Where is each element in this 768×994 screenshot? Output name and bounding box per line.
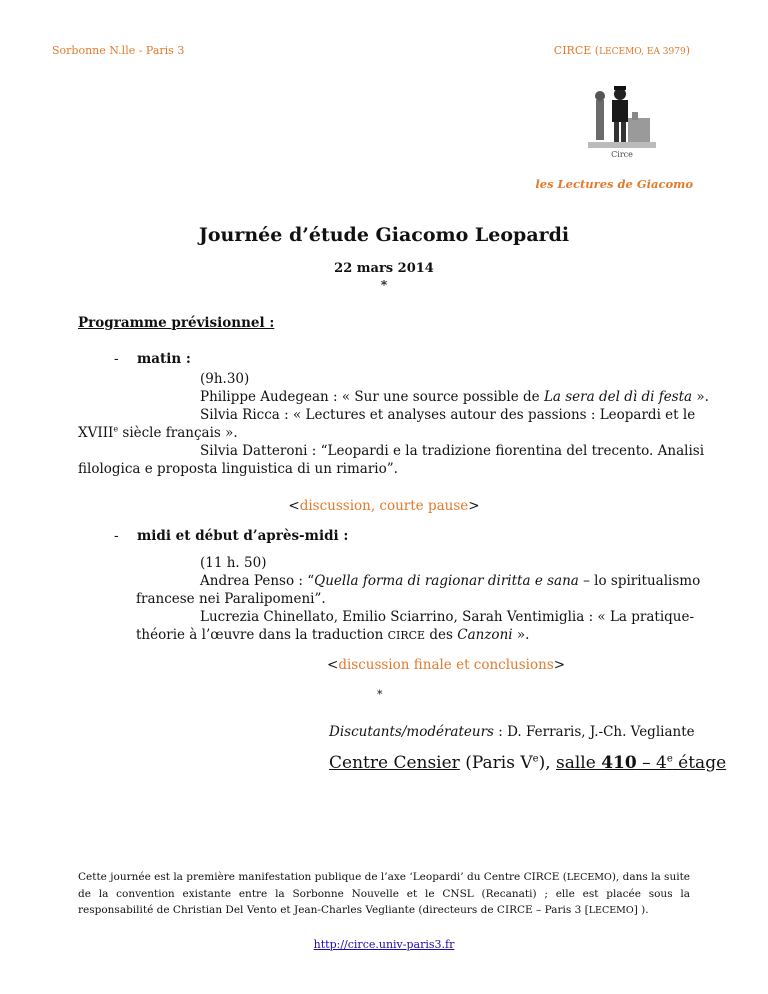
header-right: CIRCE (LECEMO, EA 3979) bbox=[553, 44, 690, 57]
midday-label: midi et début d’après-midi : bbox=[137, 528, 349, 544]
midday-talk-2-line-2: théorie à l’œuvre dans la traduction CIRCE des Canzoni ». bbox=[136, 627, 530, 643]
discutants-line: Discutants/modérateurs : D. Ferraris, J.-Ch. Vegliante bbox=[329, 724, 695, 740]
header-left: Sorbonne N.lle - Paris 3 bbox=[52, 44, 185, 57]
circe-logo bbox=[588, 78, 656, 168]
website-link[interactable]: http://circe.univ-paris3.fr bbox=[313, 938, 455, 951]
morning-talk-3-line-1: Silvia Datteroni : “Leopardi e la tradizione fiorentina del trecento. Analisi bbox=[200, 443, 705, 459]
footer-paragraph: Cette journée est la première manifestation publique de l’axe ‘Leopardi’ du Centre CIRCE (LECEMO), dans la suite de la convention existante entre la Sorbonne Nouvelle et le CNSL (Recanati) ; elle est placée sous la responsabilité de Christian Del Vento et Jean-Charles Vegliante (directeurs de CIRCE – Paris 3 [LECEMO] ). bbox=[78, 871, 691, 916]
asterisk-separator-2: * bbox=[377, 688, 383, 701]
morning-talk-2-line-1: Silvia Ricca : « Lectures et analyses autour des passions : Leopardi et le bbox=[200, 407, 696, 423]
logo-tagline: les Lectures de Giacomo bbox=[535, 177, 693, 191]
bullet-midday: - bbox=[114, 528, 119, 544]
pause-2: <discussion finale et conclusions> bbox=[327, 657, 566, 673]
morning-talk-1: Philippe Audegean : « Sur une source possible de La sera del dì di festa ». bbox=[200, 389, 709, 405]
bullet-morning: - bbox=[114, 351, 119, 367]
midday-talk-1-line-1: Andrea Penso : “Quella forma di ragionar diritta e sana – lo spiritualismo bbox=[200, 573, 701, 589]
website-link-wrap bbox=[0, 938, 768, 951]
midday-time: (11 h. 50) bbox=[200, 555, 267, 571]
morning-talk-3-line-2: filologica e proposta linguistica di un rimario”. bbox=[78, 461, 398, 477]
asterisk-separator: * bbox=[380, 278, 388, 292]
logo-caption: Circe bbox=[611, 150, 633, 159]
page-title: Journée d’étude Giacomo Leopardi bbox=[198, 224, 570, 246]
pause-1: <discussion, courte pause> bbox=[288, 498, 480, 514]
morning-talk-2-line-2: XVIIIe siècle français ». bbox=[78, 424, 238, 441]
event-date: 22 mars 2014 bbox=[334, 261, 434, 276]
midday-talk-2-line-1: Lucrezia Chinellato, Emilio Sciarrino, Sarah Ventimiglia : « La pratique- bbox=[200, 609, 695, 625]
programme-heading: Programme prévisionnel : bbox=[78, 315, 275, 331]
morning-time: (9h.30) bbox=[200, 371, 250, 387]
morning-label: matin : bbox=[137, 351, 191, 367]
venue-line: Centre Censier (Paris Ve), salle 410 – 4e étage bbox=[329, 753, 727, 773]
midday-talk-1-line-2: francese nei Paralipomeni”. bbox=[136, 591, 326, 607]
